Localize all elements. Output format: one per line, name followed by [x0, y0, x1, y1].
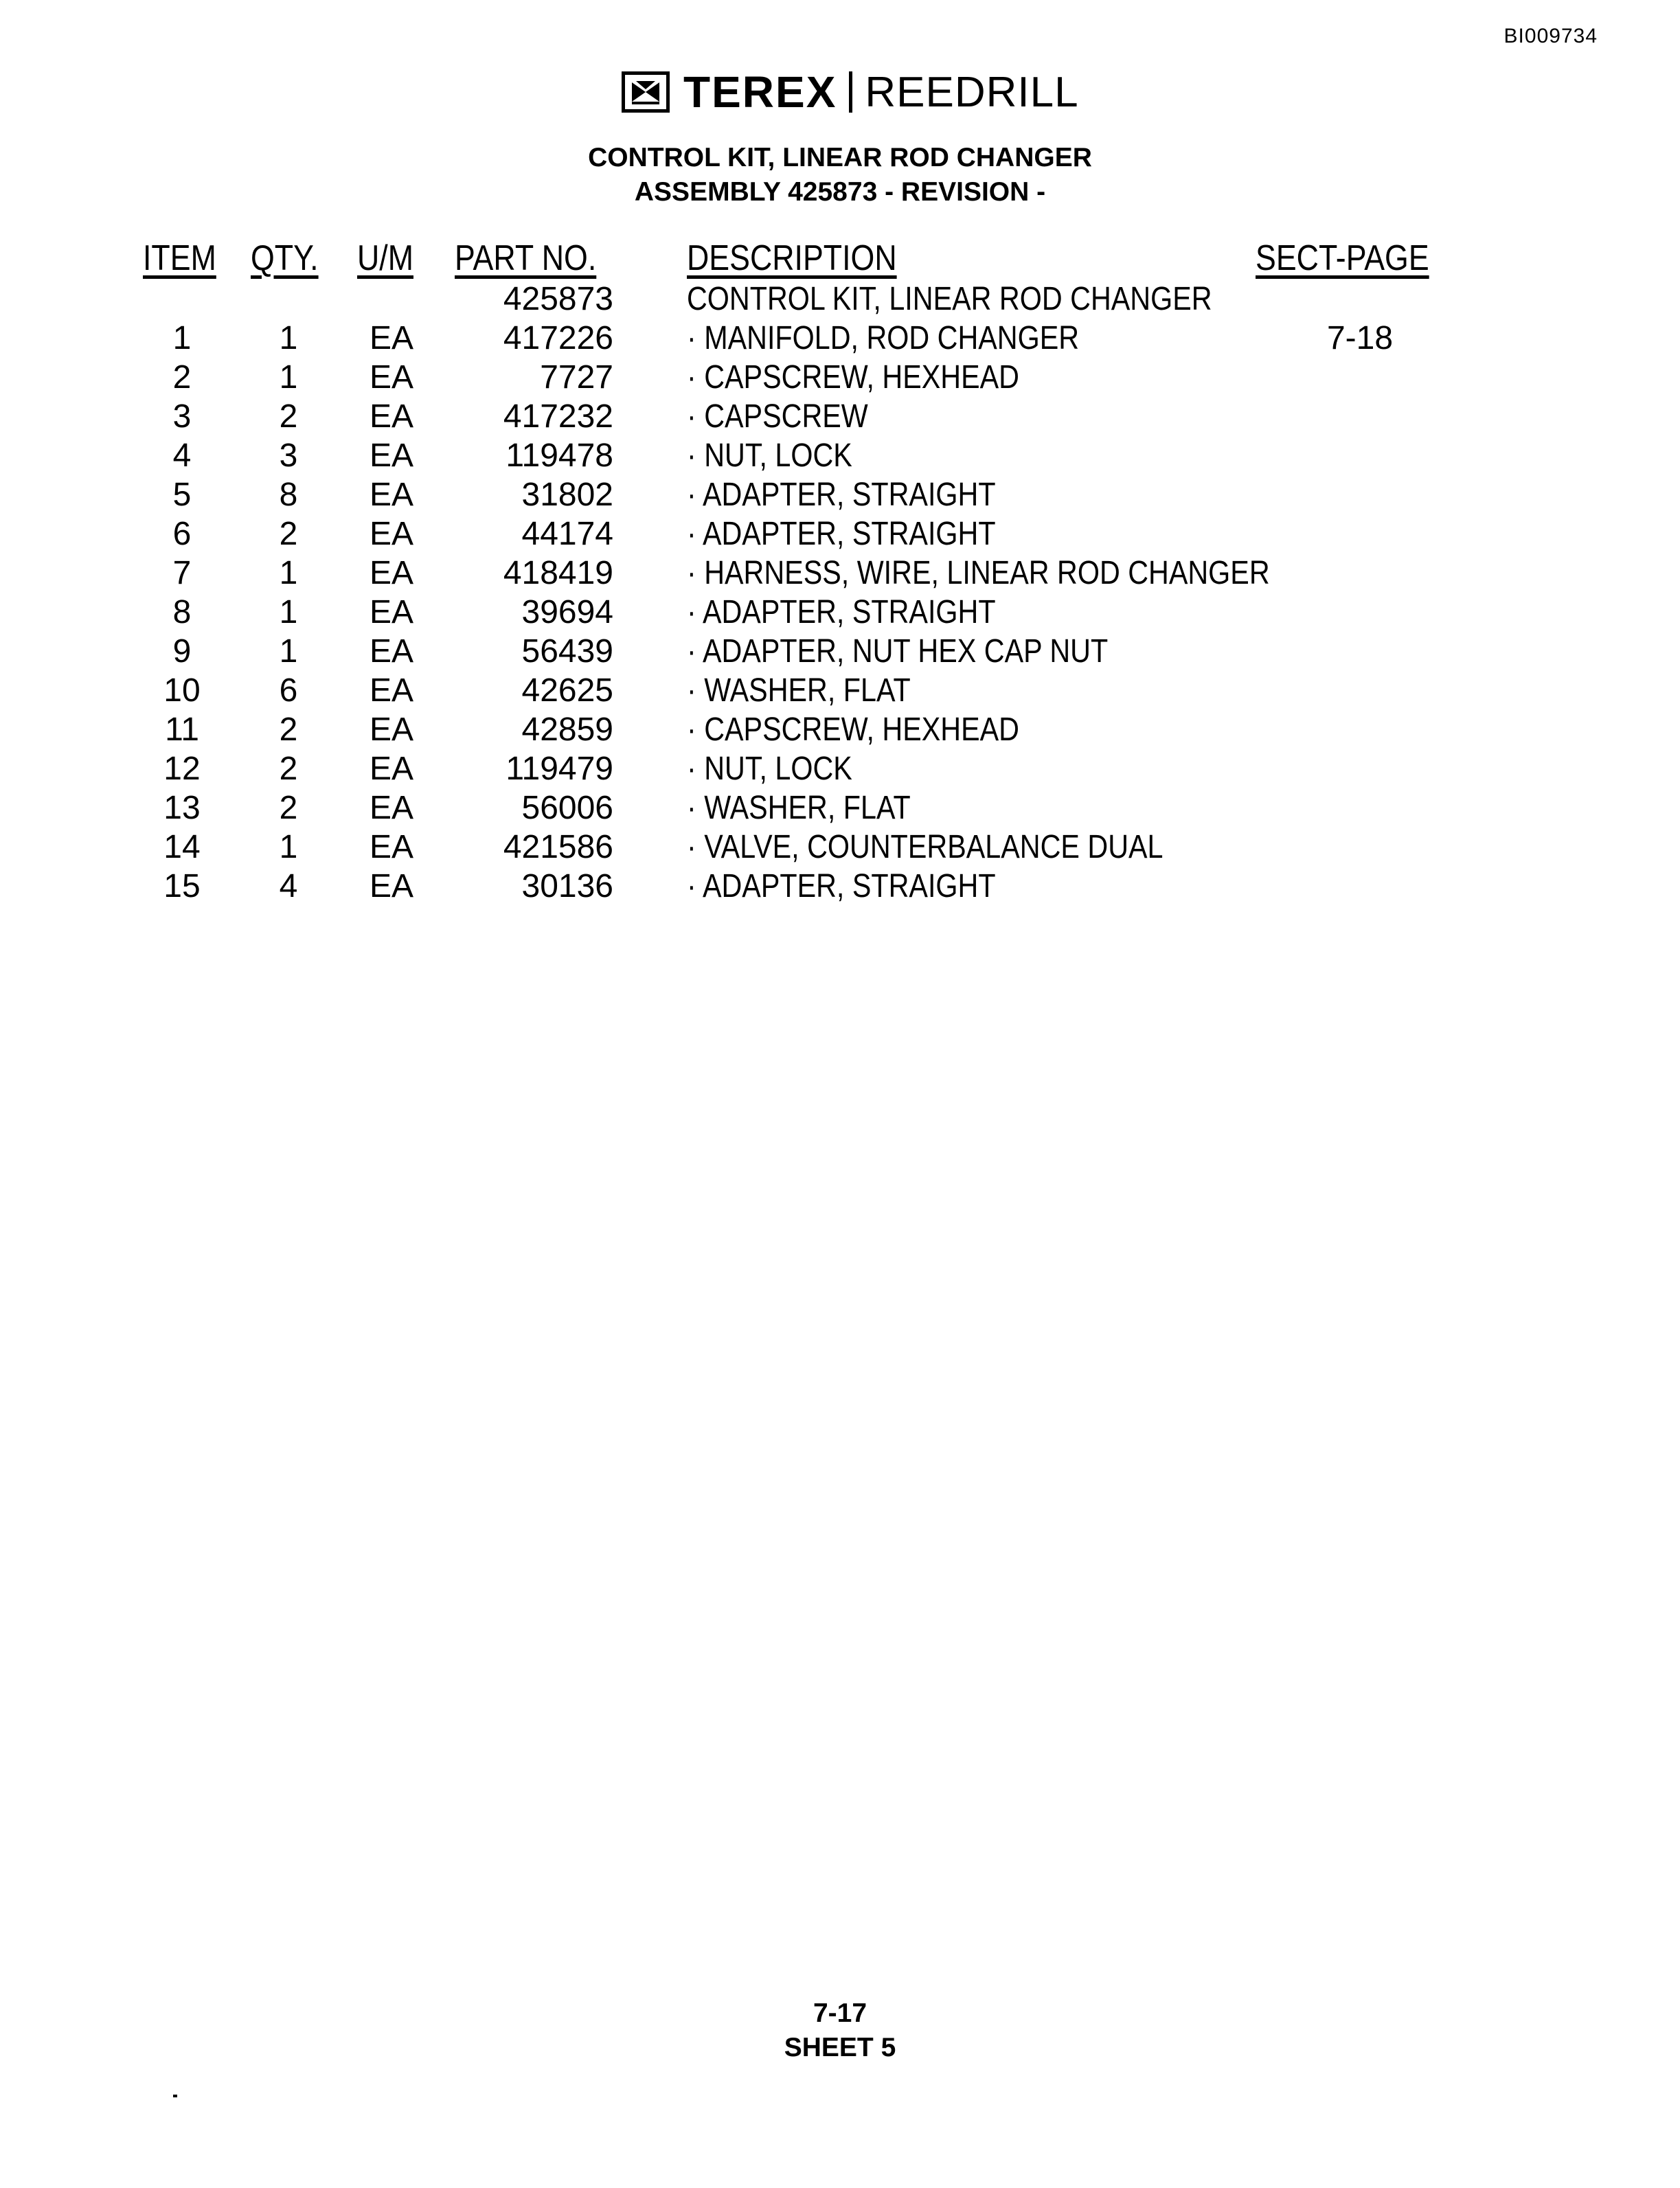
page-footer: [0, 1996, 1680, 2065]
table-row: [0, 632, 1680, 671]
cell-description: · ADAPTER, STRAIGHT: [687, 516, 996, 552]
table-row: [0, 475, 1680, 514]
cell-qty: 6: [279, 672, 298, 709]
cell-um: EA: [369, 868, 414, 904]
cell-qty: 1: [279, 829, 298, 865]
cell-part-no: 7727: [540, 359, 613, 396]
cell-part-no: 417226: [503, 320, 613, 356]
cell-description: · NUT, LOCK: [687, 751, 852, 787]
brand-name-bold: TEREX: [683, 67, 837, 117]
cell-part-no: 425873: [503, 281, 613, 317]
brand-name-light: REEDRILL: [865, 68, 1079, 116]
table-row: [0, 710, 1680, 749]
cell-part-no: 56006: [521, 790, 613, 826]
terex-logo-icon: [622, 71, 670, 113]
table-row: [0, 749, 1680, 788]
cell-description: · ADAPTER, STRAIGHT: [687, 594, 996, 630]
cell-description: · HARNESS, WIRE, LINEAR ROD CHANGER: [687, 555, 1270, 591]
title-line-1: CONTROL KIT, LINEAR ROD CHANGER: [588, 143, 1092, 172]
cell-description: · WASHER, FLAT: [687, 672, 911, 709]
cell-um: EA: [369, 320, 414, 356]
cell-description: · CAPSCREW, HEXHEAD: [687, 359, 1019, 396]
cell-part-no: 417232: [503, 398, 613, 435]
table-row: [0, 397, 1680, 436]
table-row: [0, 867, 1680, 906]
cell-part-no: 42625: [521, 672, 613, 709]
table-row: [0, 593, 1680, 632]
cell-um: EA: [369, 711, 414, 748]
cell-part-no: 119479: [506, 751, 613, 787]
cell-item: 15: [163, 868, 201, 904]
cell-qty: 2: [279, 751, 298, 787]
cell-qty: 1: [279, 359, 298, 396]
brand-logo: [622, 69, 1079, 115]
cell-item: 5: [172, 477, 192, 513]
cell-description: · CAPSCREW: [687, 398, 868, 435]
page-number: 7-17: [813, 1998, 867, 2028]
cell-qty: 2: [279, 711, 298, 748]
cell-item: 11: [165, 711, 199, 748]
table-row: [0, 436, 1680, 475]
cell-um: EA: [369, 359, 414, 396]
cell-part-no: 44174: [521, 516, 613, 552]
table-row: [0, 358, 1680, 397]
cell-description: · ADAPTER, STRAIGHT: [687, 868, 996, 904]
document-id: BI009734: [1503, 25, 1598, 47]
cell-um: EA: [369, 829, 414, 865]
cell-um: EA: [369, 672, 414, 709]
cell-item: 14: [163, 829, 201, 865]
cell-um: EA: [369, 437, 414, 474]
cell-um: EA: [369, 516, 414, 552]
header-um: U/M: [357, 238, 413, 278]
cell-part-no: 39694: [521, 594, 613, 630]
document-title: [0, 141, 1680, 209]
cell-description: · NUT, LOCK: [687, 437, 852, 474]
cell-um: EA: [369, 594, 414, 630]
cell-item: 6: [172, 516, 192, 552]
table-row: [0, 319, 1680, 358]
cell-qty: 2: [279, 790, 298, 826]
cell-part-no: 418419: [503, 555, 613, 591]
cell-description: · CAPSCREW, HEXHEAD: [687, 711, 1019, 748]
cell-item: 1: [172, 320, 192, 356]
cell-part-no: 30136: [521, 868, 613, 904]
cell-item: 3: [172, 398, 192, 435]
cell-description: · MANIFOLD, ROD CHANGER: [687, 320, 1080, 356]
cell-part-no: 31802: [521, 477, 613, 513]
cell-qty: 2: [279, 516, 298, 552]
cell-part-no: 56439: [521, 633, 613, 670]
cell-qty: 2: [279, 398, 298, 435]
cell-um: EA: [369, 555, 414, 591]
cell-item: 10: [163, 672, 201, 709]
header-description: DESCRIPTION: [687, 238, 897, 278]
title-line-2: ASSEMBLY 425873 - REVISION -: [634, 177, 1046, 207]
table-row: [0, 671, 1680, 710]
cell-um: EA: [369, 398, 414, 435]
cell-description: · ADAPTER, NUT HEX CAP NUT: [687, 633, 1109, 670]
cell-item: 12: [163, 751, 201, 787]
scan-mark: [173, 2095, 177, 2097]
cell-qty: 3: [279, 437, 298, 474]
cell-um: EA: [369, 633, 414, 670]
header-qty: QTY.: [251, 238, 319, 278]
cell-sect-page: 7-18: [1326, 320, 1394, 356]
table-row: [0, 828, 1680, 867]
cell-description: CONTROL KIT, LINEAR ROD CHANGER: [687, 281, 1212, 317]
cell-part-no: 42859: [521, 711, 613, 748]
cell-qty: 4: [279, 868, 298, 904]
table-row: [0, 514, 1680, 554]
cell-item: 9: [172, 633, 192, 670]
cell-qty: 8: [279, 477, 298, 513]
cell-item: 2: [172, 359, 192, 396]
cell-um: EA: [369, 751, 414, 787]
brand-divider: [849, 71, 852, 113]
table-row: [0, 280, 1680, 319]
header-item: ITEM: [143, 238, 216, 278]
table-row: [0, 788, 1680, 828]
header-part-no: PART NO.: [455, 238, 597, 278]
cell-um: EA: [369, 790, 414, 826]
cell-item: 8: [172, 594, 192, 630]
cell-um: EA: [369, 477, 414, 513]
header-sect-page: SECT-PAGE: [1256, 238, 1429, 278]
cell-qty: 1: [279, 555, 298, 591]
cell-part-no: 421586: [503, 829, 613, 865]
cell-item: 4: [172, 437, 192, 474]
cell-item: 7: [172, 555, 192, 591]
cell-part-no: 119478: [506, 437, 613, 474]
table-row: [0, 554, 1680, 593]
cell-qty: 1: [279, 633, 298, 670]
cell-description: · ADAPTER, STRAIGHT: [687, 477, 996, 513]
cell-description: · WASHER, FLAT: [687, 790, 911, 826]
cell-qty: 1: [279, 320, 298, 356]
cell-description: · VALVE, COUNTERBALANCE DUAL: [687, 829, 1163, 865]
cell-item: 13: [163, 790, 201, 826]
sheet-number: SHEET 5: [784, 2033, 896, 2062]
cell-qty: 1: [279, 594, 298, 630]
